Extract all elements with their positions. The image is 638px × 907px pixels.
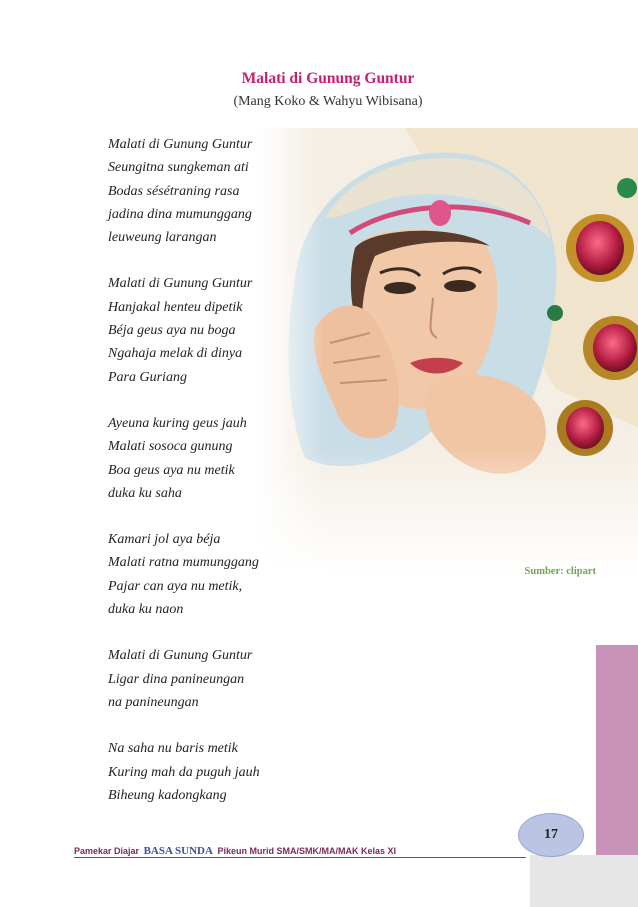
poem [108,133,260,830]
poem-line: leuweung larangan [108,230,217,246]
poem-line: Hanjakal henteu dipetik [108,299,243,315]
stanza [108,737,260,807]
poem-line: Malati di Gunung Guntur [108,276,253,292]
poem-line: Kamari jol aya béja [108,532,221,548]
footer [74,845,396,857]
footer-prefix: Pamekar Diajar [74,846,140,856]
song-credit: (Mang Koko & Wahyu Wibisana) [233,94,423,109]
poem-line: Biheung kadongkang [108,787,227,803]
poem-line: Kuring mah da puguh jauh [108,764,260,780]
poem-line: Béja geus aya nu boga [108,323,236,339]
woman-illustration [255,128,638,573]
poem-line: Ngahaja melak di dinya [108,346,243,362]
poem-line: jadina dina mumunggang [108,206,252,222]
poem-line: Malati di Gunung Guntur [108,137,253,152]
footer-suffix: Pikeun Murid SMA/SMK/MA/MAK Kelas XI [217,846,396,856]
footer-brand: BASA SUNDA [143,845,213,857]
corner-box [530,855,638,907]
song-title: Malati di Gunung Guntur [241,70,415,87]
poem-line: Malati sosoca gunung [108,439,233,455]
footer-divider [74,857,526,858]
poem-line: Seungitna sungkeman ati [108,160,249,176]
poem-line: Pajar can aya nu metik, [108,578,243,594]
page-number: 17 [518,813,584,857]
poem-line: na panineungan [108,694,199,710]
poem-line: Ayeuna kuring geus jauh [108,415,247,431]
stanza [108,528,260,621]
stanza [108,133,260,249]
stanza [108,272,260,388]
stanza [108,412,260,505]
poem-line: Boa geus aya nu metik [108,462,235,478]
poem-line: Malati di Gunung Guntur [108,648,253,664]
poem-line: Bodas sésétraning rasa [108,183,240,199]
poem-line: Para Guriang [108,369,187,385]
stanza [108,644,260,714]
poem-line: duka ku naon [108,602,184,618]
poem-line: Na saha nu baris metik [108,741,238,757]
poem-line: Ligar dina panineungan [108,671,245,687]
image-caption: Sumber: clipart [524,566,596,577]
poem-line: duka ku saha [108,485,182,501]
poem-line: Malati ratna mumunggang [108,555,259,571]
